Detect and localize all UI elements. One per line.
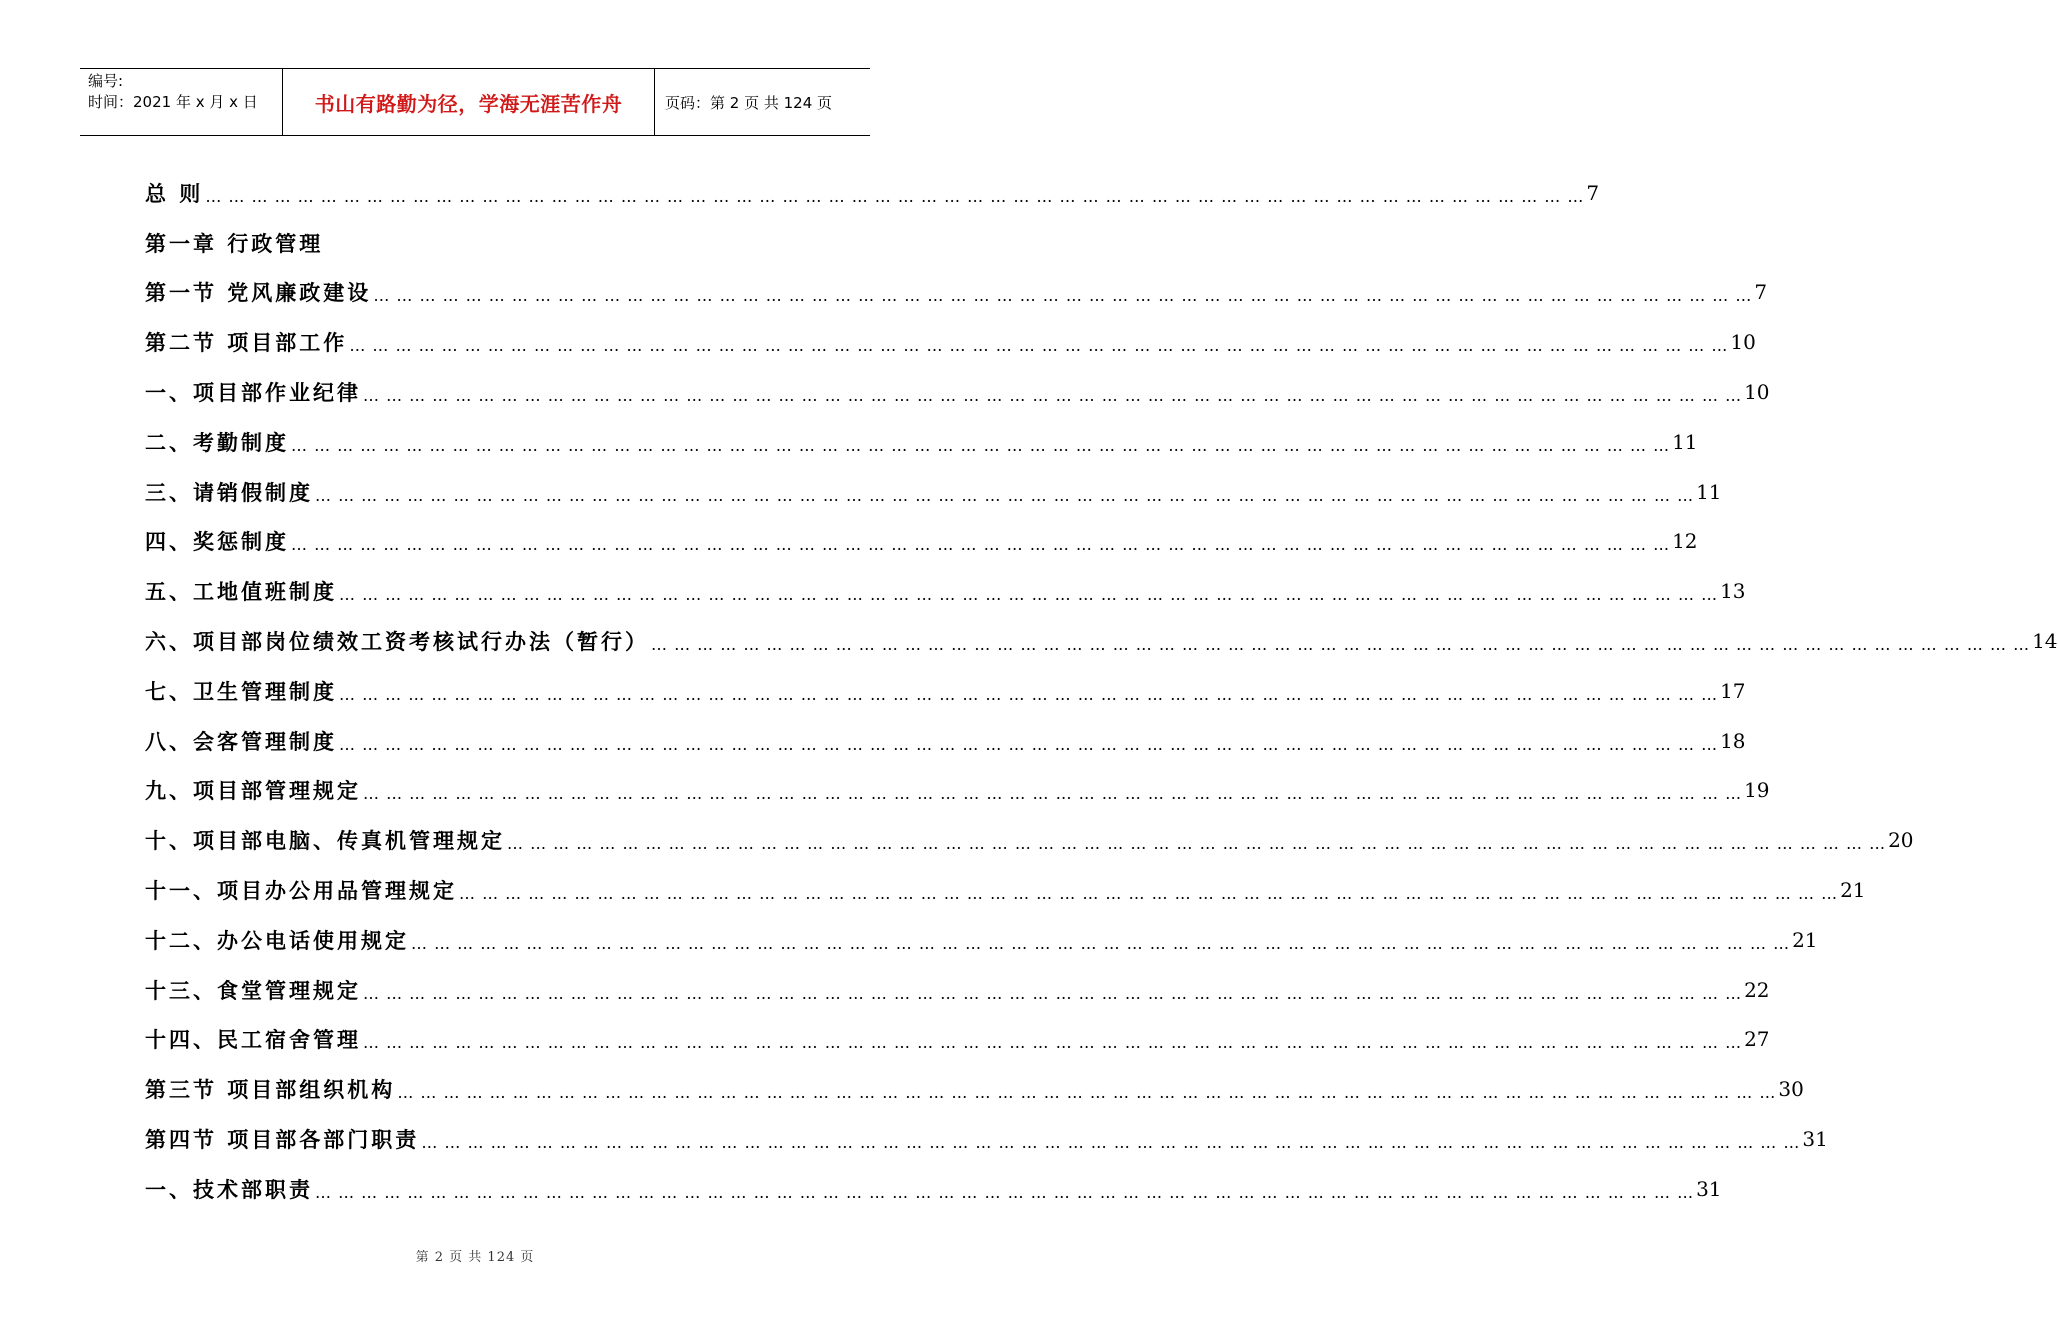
toc-dot-leader: … … … … … … … … … … … … … … … … … … … … … … … … … … … … … … … … … … … … … … … … … … … … … … … … … … … … … … … … … … … … [459, 883, 1839, 903]
toc-dot-leader: … … … … … … … … … … … … … … … … … … … … … … … … … … … … … … … … … … … … … … … … … … … … … … … … … … … … … … … … … … … … [363, 983, 1743, 1003]
toc-entry-title: 十四、民工宿舍管理 [145, 1027, 361, 1053]
page-header [80, 68, 870, 136]
toc-entry[interactable] [145, 865, 1866, 915]
toc-entry-page-number: 14 [2032, 629, 2058, 654]
document-date-label: 时间：2021 年 x 月 x 日 [88, 93, 258, 111]
toc-dot-leader: … … … … … … … … … … … … … … … … … … … … … … … … … … … … … … … … … … … … … … … … … … … … … … … … … … … … … … … … … … … … [363, 385, 1743, 405]
toc-entry-page-number: 21 [1840, 878, 1866, 903]
toc-dot-leader: … … … … … … … … … … … … … … … … … … … … … … … … … … … … … … … … … … … … … … … … … … … … … … … … … … … … … … … … … … … … [363, 1033, 1743, 1053]
toc-entry-title: 六、项目部岗位绩效工资考核试行办法（暂行） [145, 629, 649, 655]
header-page-info: 页码：第 2 页 共 124 页 [665, 93, 833, 112]
header-meta [80, 69, 282, 135]
toc-entry[interactable] [145, 168, 1600, 218]
toc-entry-title: 总 则 [145, 180, 204, 206]
toc-entry-title: 十一、项目办公用品管理规定 [145, 878, 457, 904]
toc-entry[interactable] [145, 666, 1746, 716]
table-of-contents [145, 168, 2058, 1214]
toc-entry[interactable] [145, 367, 1770, 417]
toc-entry-page-number: 7 [1586, 180, 1600, 205]
toc-dot-leader: … … … … … … … … … … … … … … … … … … … … … … … … … … … … … … … … … … … … … … … … … … … … … … … … … … … … … … … … … … … … [363, 784, 1743, 804]
toc-entry[interactable] [145, 616, 2058, 666]
toc-entry-page-number: 17 [1720, 678, 1746, 703]
toc-dot-leader: … … … … … … … … … … … … … … … … … … … … … … … … … … … … … … … … … … … … … … … … … … … … … … … … … … … … … … … … … … … … [651, 634, 2031, 654]
toc-entry-page-number: 11 [1672, 429, 1698, 454]
toc-entry[interactable] [145, 915, 1818, 965]
toc-entry-page-number: 31 [1696, 1176, 1722, 1201]
toc-entry-page-number: 12 [1672, 529, 1698, 554]
toc-entry-page-number: 22 [1744, 977, 1770, 1002]
toc-dot-leader: … … … … … … … … … … … … … … … … … … … … … … … … … … … … … … … … … … … … … … … … … … … … … … … … … … … … … … … … … … … … [339, 734, 1719, 754]
toc-entry-title: 一、技术部职责 [145, 1176, 313, 1202]
toc-entry[interactable] [145, 268, 1768, 318]
toc-entry-page-number: 13 [1720, 579, 1746, 604]
toc-entry-title: 第二节 项目部工作 [145, 330, 348, 356]
toc-entry-page-number: 11 [1696, 479, 1722, 504]
toc-entry-page-number: 18 [1720, 728, 1746, 753]
toc-dot-leader: … … … … … … … … … … … … … … … … … … … … … … … … … … … … … … … … … … … … … … … … … … … … … … … … … … … … … … … … … … … … [315, 1182, 1695, 1202]
toc-entry-page-number: 21 [1792, 927, 1818, 952]
toc-dot-leader: … … … … … … … … … … … … … … … … … … … … … … … … … … … … … … … … … … … … … … … … … … … … … … … … … … … … … … … … … … … … [315, 485, 1695, 505]
page-footer: 第 2 页 共 124 页 [415, 1250, 535, 1265]
document-number-label: 编号: [88, 72, 124, 90]
toc-entry-title: 二、考勤制度 [145, 429, 289, 455]
toc-entry-page-number: 19 [1744, 778, 1770, 803]
toc-entry[interactable] [145, 317, 1756, 367]
toc-entry-page-number: 10 [1744, 380, 1770, 405]
toc-entry-title: 七、卫生管理制度 [145, 678, 337, 704]
toc-entry[interactable] [145, 517, 1698, 567]
toc-entry-title: 八、会客管理制度 [145, 728, 337, 754]
toc-entry-title: 十三、食堂管理规定 [145, 977, 361, 1003]
toc-entry[interactable] [145, 1164, 1722, 1214]
toc-entry-title: 十二、办公电话使用规定 [145, 927, 409, 953]
toc-dot-leader: … … … … … … … … … … … … … … … … … … … … … … … … … … … … … … … … … … … … … … … … … … … … … … … … … … … … … … … … … … … … [397, 1083, 1777, 1103]
toc-entry-title: 十、项目部电脑、传真机管理规定 [145, 828, 505, 854]
toc-entry[interactable] [145, 467, 1722, 517]
toc-chapter-heading[interactable] [145, 218, 767, 268]
toc-entry-title: 第三节 项目部组织机构 [145, 1077, 396, 1103]
toc-dot-leader: … … … … … … … … … … … … … … … … … … … … … … … … … … … … … … … … … … … … … … … … … … … … … … … … … … … … … … … … … … … … [339, 684, 1719, 704]
toc-entry-page-number: 10 [1730, 330, 1756, 355]
toc-entry-title: 第一章 行政管理 [145, 230, 324, 256]
toc-entry[interactable] [145, 766, 1770, 816]
toc-entry[interactable] [145, 965, 1770, 1015]
toc-dot-leader: … … … … … … … … … … … … … … … … … … … … … … … … … … … … … … … … … … … … … … … … … … … … … … … … … … … … … … … … … … … … [349, 336, 1729, 356]
toc-dot-leader: … … … … … … … … … … … … … … … … … … … … … … … … … … … … … … … … … … … … … … … … … … … … … … … … … … … … … … … … … … … … [291, 535, 1671, 555]
toc-entry-title: 五、工地值班制度 [145, 579, 337, 605]
toc-entry-title: 九、项目部管理规定 [145, 778, 361, 804]
toc-dot-leader: … … … … … … … … … … … … … … … … … … … … … … … … … … … … … … … … … … … … … … … … … … … … … … … … … … … … … … … … … … … … [421, 1132, 1801, 1152]
toc-entry-title: 第四节 项目部各部门职责 [145, 1127, 420, 1153]
toc-entry-page-number: 7 [1754, 280, 1768, 305]
toc-entry[interactable] [145, 1015, 1770, 1065]
toc-entry[interactable] [145, 1064, 1804, 1114]
header-motto: 书山有路勤为径，学海无涯苦作舟 [314, 91, 623, 116]
header-motto-cell [282, 69, 655, 135]
toc-entry-title: 四、奖惩制度 [145, 529, 289, 555]
toc-dot-leader: … … … … … … … … … … … … … … … … … … … … … … … … … … … … … … … … … … … … … … … … … … … … … … … … … … … … … … … … … … … … [507, 834, 1887, 854]
toc-entry-title: 三、请销假制度 [145, 479, 313, 505]
toc-entry[interactable] [145, 716, 1746, 766]
toc-dot-leader: … … … … … … … … … … … … … … … … … … … … … … … … … … … … … … … … … … … … … … … … … … … … … … … … … … … … … … … … … … … … [411, 933, 1791, 953]
toc-entry-title: 第一节 党风廉政建设 [145, 280, 372, 306]
toc-entry[interactable] [145, 1114, 1828, 1164]
toc-entry-page-number: 27 [1744, 1027, 1770, 1052]
toc-dot-leader: … … … … … … … … … … … … … … … … … … … … … … … … … … … … … … … … … … … … … … … … … … … … … … … … … … … … … … … … … … … … [373, 286, 1753, 306]
toc-entry-page-number: 31 [1802, 1127, 1828, 1152]
toc-entry-title: 一、项目部作业纪律 [145, 380, 361, 406]
toc-entry[interactable] [145, 815, 1914, 865]
toc-dot-leader: … … … … … … … … … … … … … … … … … … … … … … … … … … … … … … … … … … … … … … … … … … … … … … … … … … … … … … … … … … … … [291, 435, 1671, 455]
toc-entry-page-number: 30 [1778, 1077, 1804, 1102]
toc-entry-page-number: 20 [1888, 828, 1914, 853]
header-page-cell [655, 69, 870, 135]
toc-entry[interactable] [145, 566, 1746, 616]
toc-dot-leader: … … … … … … … … … … … … … … … … … … … … … … … … … … … … … … … … … … … … … … … … … … … … … … … … … … … … … … … … … … … … [339, 585, 1719, 605]
toc-entry[interactable] [145, 417, 1698, 467]
toc-dot-leader: … … … … … … … … … … … … … … … … … … … … … … … … … … … … … … … … … … … … … … … … … … … … … … … … … … … … … … … … … … … … [205, 186, 1585, 206]
